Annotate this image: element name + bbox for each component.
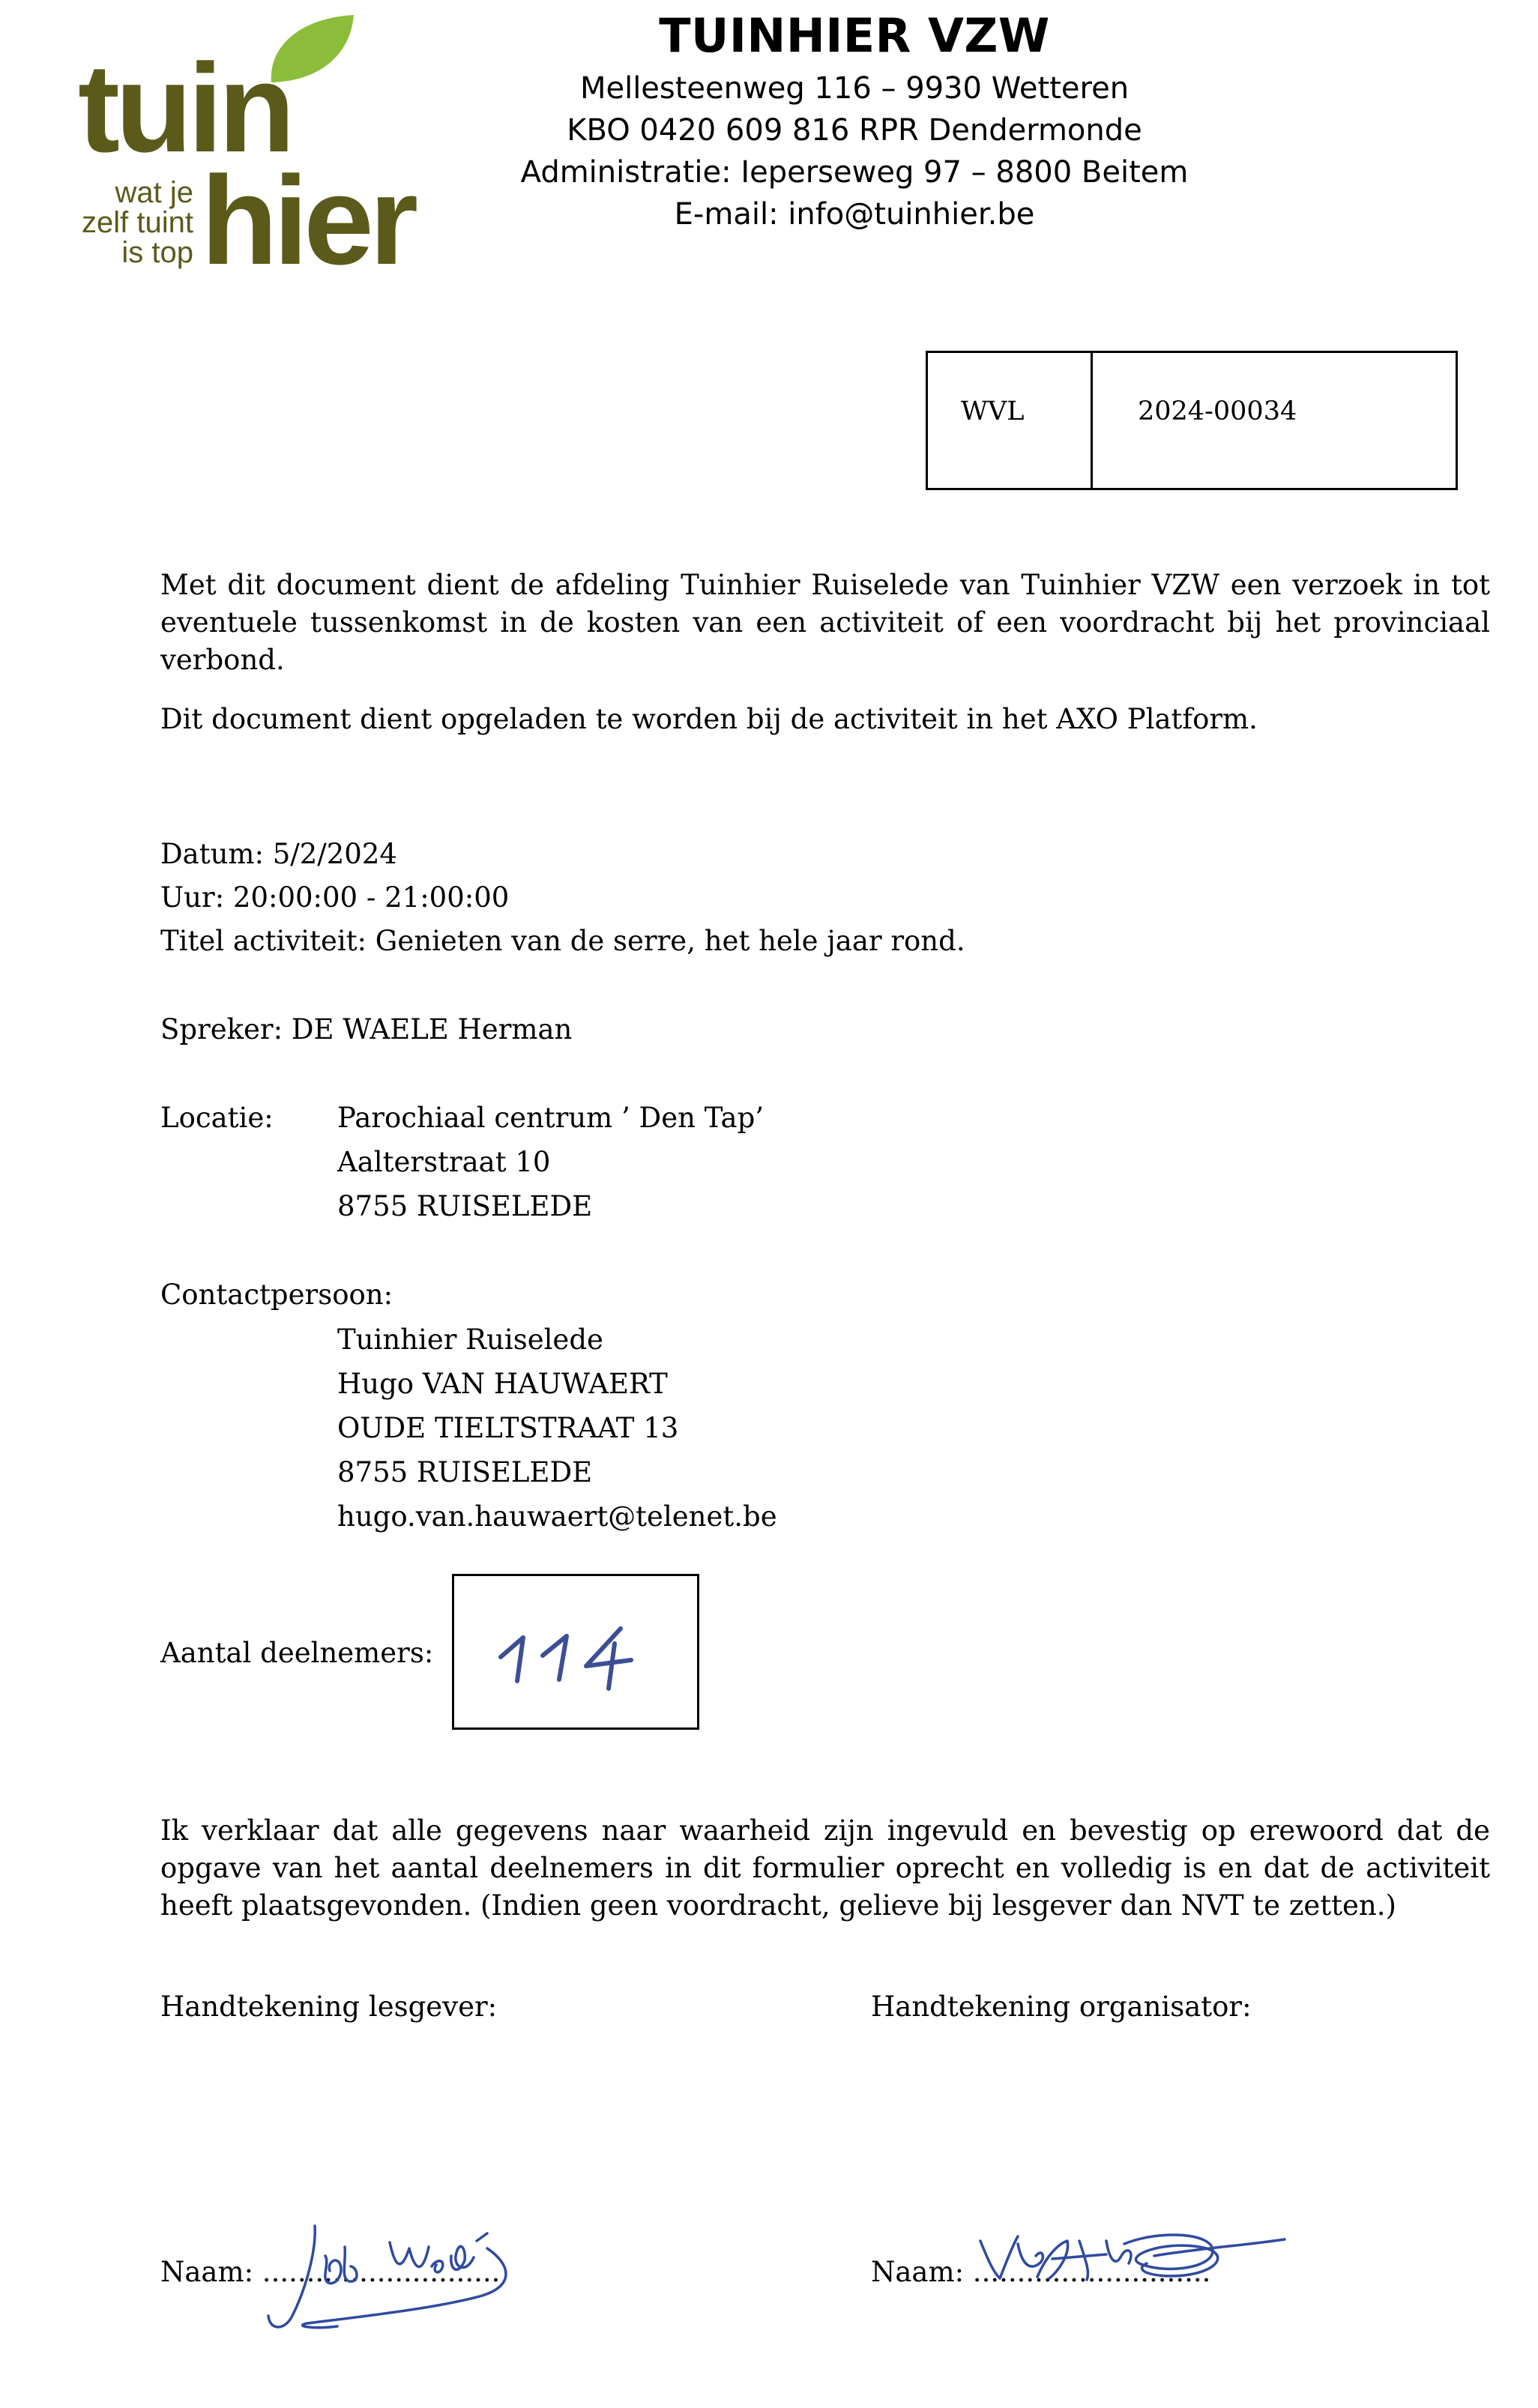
logo-wordmark-top: tuin xyxy=(78,37,291,178)
contact-street: OUDE TIELTSTRAAT 13 xyxy=(337,1412,679,1444)
participants-count-box xyxy=(452,1574,699,1730)
contact-city: 8755 RUISELEDE xyxy=(337,1456,593,1488)
participants-label: Aantal deelnemers: xyxy=(160,1637,434,1669)
teacher-name-line: Naam: ........................... xyxy=(160,2256,501,2288)
intro-paragraph: Met dit document dient de afdeling Tuinhier Ruiselede van Tuinhier VZW een verzoek in tot eventuele tussenkomst in de kosten van een activiteit of een voordracht bij het provinciaal verbond. xyxy=(160,569,1490,676)
location-street: Aalterstraat 10 xyxy=(337,1146,551,1178)
location-city: 8755 RUISELEDE xyxy=(337,1190,593,1222)
organization-email: E-mail: info@tuinhier.be xyxy=(674,197,1035,232)
organizer-name-line: Naam: ........................... xyxy=(871,2256,1211,2288)
organization-address: Mellesteenweg 116 – 9930 Wetteren xyxy=(579,71,1130,106)
upload-instruction: Dit document dient opgeladen te worden bij de activiteit in het AXO Platform. xyxy=(160,703,1258,735)
tuinhier-logo xyxy=(75,9,450,279)
organizer-signature-label: Handtekening organisator: xyxy=(871,1991,1252,2023)
reference-box xyxy=(926,351,1458,490)
participants-handwritten-count xyxy=(454,1576,702,1732)
declaration-text: Ik verklaar dat alle gegevens naar waarheid zijn ingevuld en bevestig op erewoord dat de opgave van het aantal deelnemers in dit formulier oprecht en volledig is en dat de activiteit heeft plaatsgevonden. (Indien geen voordracht, gelieve bij lesgever dan NVT te zetten.) xyxy=(160,1814,1490,1922)
activity-title: Titel activiteit: Genieten van de serre, het hele jaar rond. xyxy=(160,925,965,957)
activity-date: Datum: 5/2/2024 xyxy=(160,838,397,870)
organization-registration: KBO 0420 609 816 RPR Dendermonde xyxy=(567,113,1142,148)
teacher-signature xyxy=(262,2203,547,2346)
logo-tagline-2: zelf tuint xyxy=(82,206,193,239)
contact-label: Contactpersoon: xyxy=(160,1279,393,1311)
logo-wordmark-bottom: hier xyxy=(201,150,414,279)
activity-speaker: Spreker: DE WAELE Herman xyxy=(160,1013,573,1045)
contact-name: Hugo VAN HAUWAERT xyxy=(337,1368,668,1400)
logo-tagline-3: is top xyxy=(121,236,193,269)
reference-number: 2024-00034 xyxy=(1138,396,1297,426)
reference-region: WVL xyxy=(928,353,1093,488)
teacher-signature-label: Handtekening lesgever: xyxy=(160,1991,498,2023)
location-name: Parochiaal centrum ’ Den Tap’ xyxy=(337,1102,765,1134)
contact-organization: Tuinhier Ruiselede xyxy=(337,1324,603,1356)
logo-tagline-1: wat je xyxy=(115,176,193,209)
organization-name: TUINHIER VZW xyxy=(659,8,1050,63)
activity-time: Uur: 20:00:00 - 21:00:00 xyxy=(160,881,510,914)
organization-header xyxy=(510,4,1199,235)
contact-email: hugo.van.hauwaert@telenet.be xyxy=(337,1500,777,1533)
location-label: Locatie: xyxy=(160,1102,274,1134)
organizer-signature xyxy=(974,2211,1289,2308)
organization-administration: Administratie: Ieperseweg 97 – 8800 Beitem xyxy=(520,155,1189,190)
